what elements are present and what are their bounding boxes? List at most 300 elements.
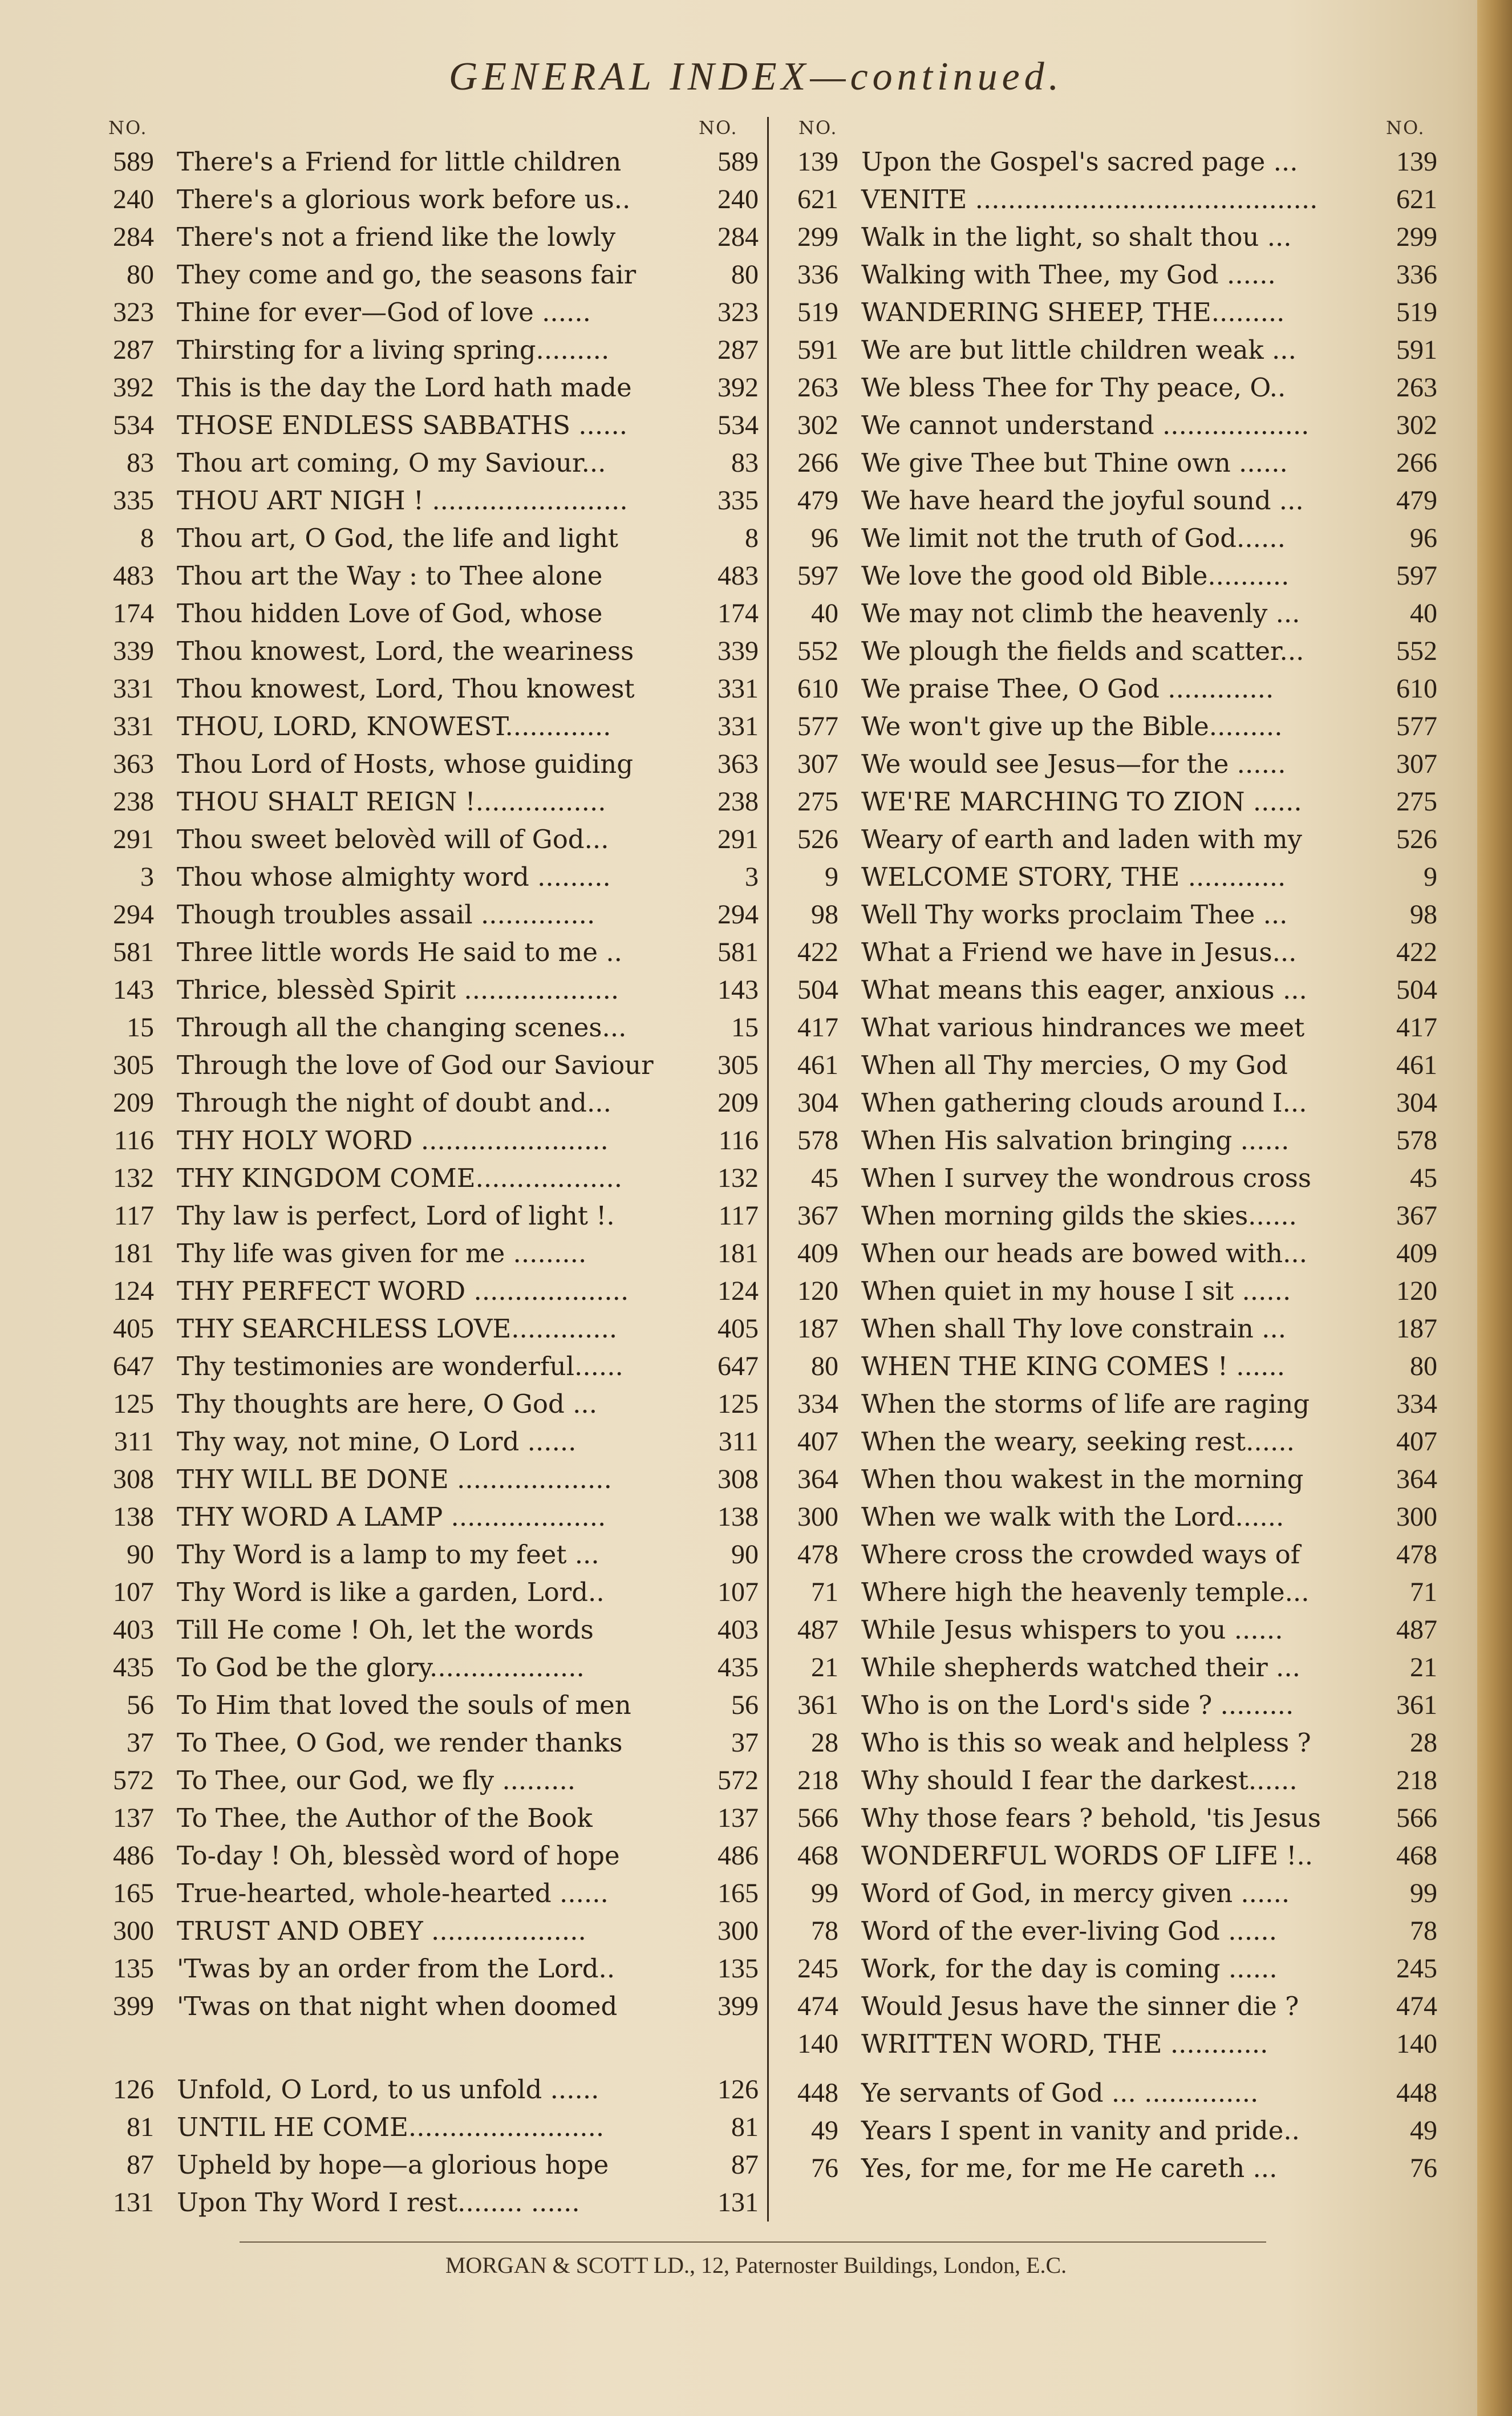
entry-number-left: 143 (113, 974, 154, 1005)
entry-first-line: Thy thoughts are here, O God ... (177, 1388, 598, 1419)
entry-number-right: 56 (731, 1689, 759, 1720)
index-entry (91, 1987, 759, 2025)
entry-number-right: 577 (1396, 711, 1437, 741)
entry-number-right: 117 (718, 1200, 759, 1231)
entry-first-line: Thirsting for a living spring......... (177, 334, 610, 365)
index-entry (781, 1460, 1437, 1498)
entry-number-left: 403 (113, 1614, 154, 1645)
entry-first-line: What a Friend we have in Jesus... (861, 937, 1297, 967)
entry-number-left: 487 (797, 1614, 838, 1645)
index-entry (91, 1460, 759, 1498)
index-entry (91, 594, 759, 632)
right-col-no-header-right: NO. (1386, 117, 1425, 139)
entry-number-right: 323 (718, 297, 759, 327)
index-entry (781, 1573, 1437, 1611)
index-entry (91, 895, 759, 933)
index-entry (781, 293, 1437, 331)
entry-number-left: 21 (811, 1652, 838, 1683)
index-entry (781, 444, 1437, 481)
entry-number-left: 597 (797, 560, 838, 591)
index-entry (781, 745, 1437, 783)
index-entry (91, 368, 759, 406)
index-entry (91, 745, 759, 783)
index-entry (781, 481, 1437, 519)
entry-first-line: Though troubles assail .............. (177, 899, 595, 930)
index-entry (91, 256, 759, 293)
index-entry (781, 218, 1437, 256)
entry-number-right: 302 (1396, 410, 1437, 440)
entry-first-line: When the weary, seeking rest...... (861, 1426, 1295, 1457)
index-entry (91, 1159, 759, 1197)
entry-number-left: 392 (113, 372, 154, 403)
index-entry (781, 1498, 1437, 1535)
entry-number-left: 294 (113, 899, 154, 930)
entry-number-right: 578 (1396, 1125, 1437, 1156)
index-entry (781, 1611, 1437, 1648)
index-entry (91, 519, 759, 557)
page-title: GENERAL INDEX—continued. (448, 55, 1064, 99)
entry-number-left: 83 (127, 447, 154, 478)
index-entry (781, 180, 1437, 218)
entry-first-line: When His salvation bringing ...... (861, 1125, 1290, 1156)
entry-number-left: 37 (127, 1727, 154, 1758)
index-entry (91, 218, 759, 256)
index-entry (91, 1799, 759, 1837)
entry-number-left: 331 (113, 711, 154, 741)
entry-number-right: 581 (718, 937, 759, 967)
entry-number-right: 3 (745, 861, 759, 892)
entry-number-right: 245 (1396, 1953, 1437, 1984)
entry-first-line: Thou art, O God, the life and light (177, 522, 619, 553)
entry-first-line: Well Thy works proclaim Thee ... (861, 899, 1288, 930)
entry-first-line: This is the day the Lord hath made (177, 372, 632, 403)
entry-first-line: Thou hidden Love of God, whose (177, 598, 603, 629)
entry-number-left: 478 (797, 1539, 838, 1570)
entry-first-line: Thou sweet belovèd will of God... (177, 824, 609, 854)
entry-number-right: 294 (718, 899, 759, 930)
entry-number-left: 126 (113, 2074, 154, 2105)
entry-number-left: 552 (797, 635, 838, 666)
entry-number-right: 307 (1396, 748, 1437, 779)
entry-number-left: 76 (811, 2152, 838, 2183)
entry-first-line: VENITE .......................................... (861, 184, 1318, 214)
index-entry (781, 1422, 1437, 1460)
index-entry (91, 1949, 759, 1987)
index-entry (781, 1686, 1437, 1724)
entry-number-right: 131 (718, 2187, 759, 2218)
index-entry (91, 632, 759, 670)
index-entry (781, 933, 1437, 971)
index-entry (91, 1385, 759, 1422)
entry-number-right: 71 (1410, 1576, 1437, 1607)
index-entry (91, 1648, 759, 1686)
entry-number-right: 132 (718, 1162, 759, 1193)
entry-number-right: 572 (718, 1765, 759, 1795)
entry-first-line: THY PERFECT WORD ................... (177, 1275, 629, 1306)
entry-number-right: 263 (1396, 372, 1437, 403)
index-entry (781, 368, 1437, 406)
entry-number-left: 578 (797, 1125, 838, 1156)
entry-number-left: 117 (113, 1200, 154, 1231)
entry-number-left: 581 (113, 937, 154, 967)
entry-number-right: 336 (1396, 259, 1437, 290)
index-entry (781, 1761, 1437, 1799)
entry-number-right: 534 (718, 410, 759, 440)
entry-number-left: 45 (811, 1162, 838, 1193)
entry-number-left: 336 (797, 259, 838, 290)
index-entry (91, 2146, 759, 2183)
entry-first-line: We may not climb the heavenly ... (861, 598, 1300, 629)
entry-first-line: We love the good old Bible.......... (861, 560, 1290, 591)
index-entry (91, 444, 759, 481)
entry-number-left: 80 (127, 259, 154, 290)
index-entry (91, 406, 759, 444)
entry-number-left: 474 (797, 1991, 838, 2021)
entry-number-right: 107 (718, 1576, 759, 1607)
entry-number-left: 407 (797, 1426, 838, 1457)
entry-first-line: When gathering clouds around I... (861, 1087, 1307, 1118)
entry-number-right: 181 (718, 1238, 759, 1268)
entry-number-right: 448 (1396, 2077, 1437, 2108)
right-index-column (781, 143, 1437, 2253)
entry-number-right: 80 (731, 259, 759, 290)
entry-first-line: Who is this so weak and helpless ? (861, 1727, 1311, 1758)
entry-first-line: When I survey the wondrous cross (861, 1162, 1311, 1193)
index-entry (781, 1385, 1437, 1422)
index-entry (781, 632, 1437, 670)
index-entry (91, 933, 759, 971)
index-entry (781, 707, 1437, 745)
index-entry (781, 519, 1437, 557)
entry-first-line: We give Thee but Thine own ...... (861, 447, 1288, 478)
entry-number-right: 37 (731, 1727, 759, 1758)
entry-first-line: Walking with Thee, my God ...... (861, 259, 1276, 290)
entry-first-line: THY SEARCHLESS LOVE............. (177, 1313, 618, 1344)
entry-first-line: 'Twas on that night when doomed (177, 1991, 618, 2021)
entry-number-left: 339 (113, 635, 154, 666)
entry-first-line: Upon Thy Word I rest........ ...... (177, 2187, 580, 2218)
entry-number-right: 138 (718, 1501, 759, 1532)
entry-number-right: 284 (718, 221, 759, 252)
index-entry (91, 557, 759, 594)
entry-first-line: Would Jesus have the sinner die ? (861, 1991, 1299, 2021)
entry-number-left: 483 (113, 560, 154, 591)
index-entry (781, 670, 1437, 707)
index-entry (781, 1046, 1437, 1084)
entry-number-right: 137 (718, 1802, 759, 1833)
entry-first-line: WANDERING SHEEP, THE......... (861, 297, 1285, 327)
index-entry (781, 1121, 1437, 1159)
index-entry (781, 1084, 1437, 1121)
entry-number-left: 131 (113, 2187, 154, 2218)
entry-number-left: 81 (127, 2111, 154, 2142)
entry-number-right: 300 (718, 1915, 759, 1946)
entry-number-right: 90 (731, 1539, 759, 1570)
index-entry (781, 971, 1437, 1008)
entry-first-line: We are but little children weak ... (861, 334, 1296, 365)
entry-number-left: 300 (797, 1501, 838, 1532)
entry-number-right: 78 (1410, 1915, 1437, 1946)
entry-first-line: Walk in the light, so shalt thou ... (861, 221, 1292, 252)
entry-number-right: 403 (718, 1614, 759, 1645)
entry-first-line: We plough the fields and scatter... (861, 635, 1304, 666)
entry-first-line: Unfold, O Lord, to us unfold ...... (177, 2074, 599, 2105)
entry-first-line: Work, for the day is coming ...... (861, 1953, 1278, 1984)
index-entry (781, 557, 1437, 594)
index-entry (781, 1724, 1437, 1761)
entry-number-right: 116 (718, 1125, 759, 1156)
entry-first-line: Word of the ever-living God ...... (861, 1915, 1278, 1946)
entry-number-right: 80 (1410, 1351, 1437, 1381)
entry-first-line: THY WILL BE DONE ................... (177, 1464, 612, 1494)
entry-number-left: 275 (797, 786, 838, 817)
entry-number-left: 240 (113, 184, 154, 214)
entry-first-line: While shepherds watched their ... (861, 1652, 1300, 1683)
entry-first-line: Thou Lord of Hosts, whose guiding (177, 748, 634, 779)
entry-number-right: 461 (1396, 1049, 1437, 1080)
index-entry (781, 594, 1437, 632)
entry-first-line: When quiet in my house I sit ...... (861, 1275, 1291, 1306)
entry-number-right: 363 (718, 748, 759, 779)
entry-number-right: 478 (1396, 1539, 1437, 1570)
index-entry (91, 1084, 759, 1121)
index-entry (91, 1874, 759, 1912)
entry-number-left: 174 (113, 598, 154, 629)
index-entry (781, 2111, 1437, 2149)
entry-number-left: 125 (113, 1388, 154, 1419)
entry-number-left: 479 (797, 485, 838, 516)
entry-number-right: 300 (1396, 1501, 1437, 1532)
entry-number-left: 405 (113, 1313, 154, 1344)
entry-number-right: 331 (718, 711, 759, 741)
entry-number-right: 143 (718, 974, 759, 1005)
entry-number-left: 534 (113, 410, 154, 440)
entry-first-line: When the storms of life are raging (861, 1388, 1310, 1419)
entry-number-left: 291 (113, 824, 154, 854)
entry-first-line: Thou art the Way : to Thee alone (177, 560, 603, 591)
index-entry (91, 481, 759, 519)
entry-number-right: 610 (1396, 673, 1437, 704)
entry-number-left: 218 (797, 1765, 838, 1795)
entry-first-line: To-day ! Oh, blessèd word of hope (177, 1840, 620, 1871)
entry-number-right: 552 (1396, 635, 1437, 666)
entry-first-line: Why should I fear the darkest...... (861, 1765, 1298, 1795)
entry-first-line: When all Thy mercies, O my God (861, 1049, 1288, 1080)
entry-number-left: 486 (113, 1840, 154, 1871)
entry-number-left: 566 (797, 1802, 838, 1833)
entry-number-right: 304 (1396, 1087, 1437, 1118)
entry-first-line: We limit not the truth of God...... (861, 522, 1286, 553)
index-entry (91, 331, 759, 368)
index-entry (781, 1912, 1437, 1949)
entry-first-line: WHEN THE KING COMES ! ...... (861, 1351, 1286, 1381)
entry-number-right: 126 (718, 2074, 759, 2105)
index-entry (781, 2149, 1437, 2187)
entry-number-right: 238 (718, 786, 759, 817)
entry-number-right: 308 (718, 1464, 759, 1494)
entry-number-left: 610 (797, 673, 838, 704)
entry-number-left: 96 (811, 522, 838, 553)
entry-number-right: 468 (1396, 1840, 1437, 1871)
entry-number-left: 572 (113, 1765, 154, 1795)
index-entry (781, 1008, 1437, 1046)
entry-number-right: 218 (1396, 1765, 1437, 1795)
entry-number-right: 275 (1396, 786, 1437, 817)
index-entry (781, 1535, 1437, 1573)
entry-number-left: 71 (811, 1576, 838, 1607)
entry-number-right: 139 (1396, 146, 1437, 177)
entry-first-line: When our heads are bowed with... (861, 1238, 1308, 1268)
entry-number-right: 597 (1396, 560, 1437, 591)
entry-first-line: Upon the Gospel's sacred page ... (861, 146, 1298, 177)
entry-first-line: To Thee, our God, we fly ......... (177, 1765, 576, 1795)
index-entry (91, 1611, 759, 1648)
entry-first-line: They come and go, the seasons fair (177, 259, 637, 290)
entry-number-right: 364 (1396, 1464, 1437, 1494)
entry-first-line: Where cross the crowded ways of (861, 1539, 1300, 1570)
entry-number-left: 80 (811, 1351, 838, 1381)
book-spine-edge (1477, 0, 1512, 2416)
entry-number-left: 78 (811, 1915, 838, 1946)
entry-first-line: 'Twas by an order from the Lord.. (177, 1953, 615, 1984)
entry-number-right: 331 (718, 673, 759, 704)
entry-first-line: Upheld by hope—a glorious hope (177, 2149, 609, 2180)
entry-first-line: WONDERFUL WORDS OF LIFE !.. (861, 1840, 1314, 1871)
entry-number-left: 323 (113, 297, 154, 327)
entry-first-line: Thine for ever—God of love ...... (177, 297, 591, 327)
entry-number-left: 577 (797, 711, 838, 741)
entry-number-left: 15 (127, 1012, 154, 1043)
entry-number-right: 409 (1396, 1238, 1437, 1268)
entry-number-right: 40 (1410, 598, 1437, 629)
entry-number-left: 435 (113, 1652, 154, 1683)
entry-number-right: 435 (718, 1652, 759, 1683)
entry-first-line: We won't give up the Bible......... (861, 711, 1283, 741)
entry-number-right: 305 (718, 1049, 759, 1080)
entry-number-left: 116 (113, 1125, 154, 1156)
entry-first-line: Through the night of doubt and... (177, 1087, 611, 1118)
index-entry (781, 406, 1437, 444)
entry-number-right: 311 (718, 1426, 759, 1457)
index-entry (91, 1008, 759, 1046)
entry-number-right: 76 (1410, 2152, 1437, 2183)
entry-first-line: When thou wakest in the morning (861, 1464, 1304, 1494)
entry-number-right: 339 (718, 635, 759, 666)
entry-number-right: 165 (718, 1878, 759, 1908)
entry-number-left: 87 (127, 2149, 154, 2180)
index-entry (91, 1347, 759, 1385)
entry-number-right: 392 (718, 372, 759, 403)
index-entry (781, 331, 1437, 368)
left-col-no-header: NO. (108, 117, 148, 139)
index-entry (91, 1686, 759, 1724)
entry-number-left: 238 (113, 786, 154, 817)
index-entry (91, 971, 759, 1008)
index-entry (91, 1310, 759, 1347)
entry-first-line: Thy Word is like a garden, Lord.. (177, 1576, 605, 1607)
entry-number-left: 519 (797, 297, 838, 327)
entry-number-right: 407 (1396, 1426, 1437, 1457)
index-entry (781, 1874, 1437, 1912)
entry-number-right: 519 (1396, 297, 1437, 327)
entry-number-right: 361 (1396, 1689, 1437, 1720)
index-entry (91, 2070, 759, 2108)
entry-number-right: 487 (1396, 1614, 1437, 1645)
entry-number-right: 399 (718, 1991, 759, 2021)
entry-number-left: 300 (113, 1915, 154, 1946)
entry-number-left: 120 (797, 1275, 838, 1306)
entry-first-line: Thy way, not mine, O Lord ...... (177, 1426, 577, 1457)
entry-number-left: 49 (811, 2115, 838, 2146)
index-entry (781, 1310, 1437, 1347)
entry-first-line: THOSE ENDLESS SABBATHS ...... (177, 410, 628, 440)
index-entry (91, 1535, 759, 1573)
entry-number-left: 526 (797, 824, 838, 854)
entry-number-left: 399 (113, 1991, 154, 2021)
entry-number-right: 96 (1410, 522, 1437, 553)
entry-first-line: Thy testimonies are wonderful...... (177, 1351, 623, 1381)
index-entry (781, 1987, 1437, 2025)
entry-number-left: 284 (113, 221, 154, 252)
entry-number-left: 335 (113, 485, 154, 516)
entry-number-left: 621 (797, 184, 838, 214)
entry-number-left: 135 (113, 1953, 154, 1984)
entry-number-left: 139 (797, 146, 838, 177)
entry-number-right: 367 (1396, 1200, 1437, 1231)
entry-number-left: 461 (797, 1049, 838, 1080)
entry-number-right: 422 (1396, 937, 1437, 967)
entry-first-line: Thou knowest, Lord, Thou knowest (177, 673, 635, 704)
index-entry (91, 1724, 759, 1761)
entry-number-right: 21 (1410, 1652, 1437, 1683)
entry-number-left: 364 (797, 1464, 838, 1494)
index-entry (91, 1272, 759, 1310)
entry-first-line: THOU ART NIGH ! ........................ (177, 485, 628, 516)
entry-number-left: 90 (127, 1539, 154, 1570)
index-entry (781, 858, 1437, 895)
entry-first-line: Through all the changing scenes... (177, 1012, 627, 1043)
entry-first-line: Ye servants of God ... .............. (861, 2077, 1259, 2108)
entry-number-right: 589 (718, 146, 759, 177)
entry-number-left: 9 (825, 861, 838, 892)
column-divider (767, 117, 769, 2222)
entry-number-left: 299 (797, 221, 838, 252)
index-entry (91, 1912, 759, 1949)
entry-first-line: WELCOME STORY, THE ............ (861, 861, 1286, 892)
entry-number-right: 486 (718, 1840, 759, 1871)
entry-number-right: 15 (731, 1012, 759, 1043)
entry-number-left: 187 (797, 1313, 838, 1344)
entry-first-line: Word of God, in mercy given ...... (861, 1878, 1290, 1908)
entry-number-right: 83 (731, 447, 759, 478)
entry-first-line: Weary of earth and laden with my (861, 824, 1302, 854)
entry-number-left: 305 (113, 1049, 154, 1080)
entry-number-left: 334 (797, 1388, 838, 1419)
entry-first-line: To Thee, the Author of the Book (177, 1802, 593, 1833)
entry-first-line: To Thee, O God, we render thanks (177, 1727, 623, 1758)
entry-first-line: Till He come ! Oh, let the words (177, 1614, 594, 1645)
entry-number-right: 299 (1396, 221, 1437, 252)
index-entry (781, 2025, 1437, 2062)
entry-number-right: 483 (718, 560, 759, 591)
entry-number-left: 137 (113, 1802, 154, 1833)
entry-number-left: 124 (113, 1275, 154, 1306)
entry-first-line: Thrice, blessèd Spirit ................... (177, 974, 619, 1005)
entry-number-left: 28 (811, 1727, 838, 1758)
entry-number-right: 28 (1410, 1727, 1437, 1758)
entry-first-line: There's not a friend like the lowly (177, 221, 616, 252)
entry-number-left: 263 (797, 372, 838, 403)
